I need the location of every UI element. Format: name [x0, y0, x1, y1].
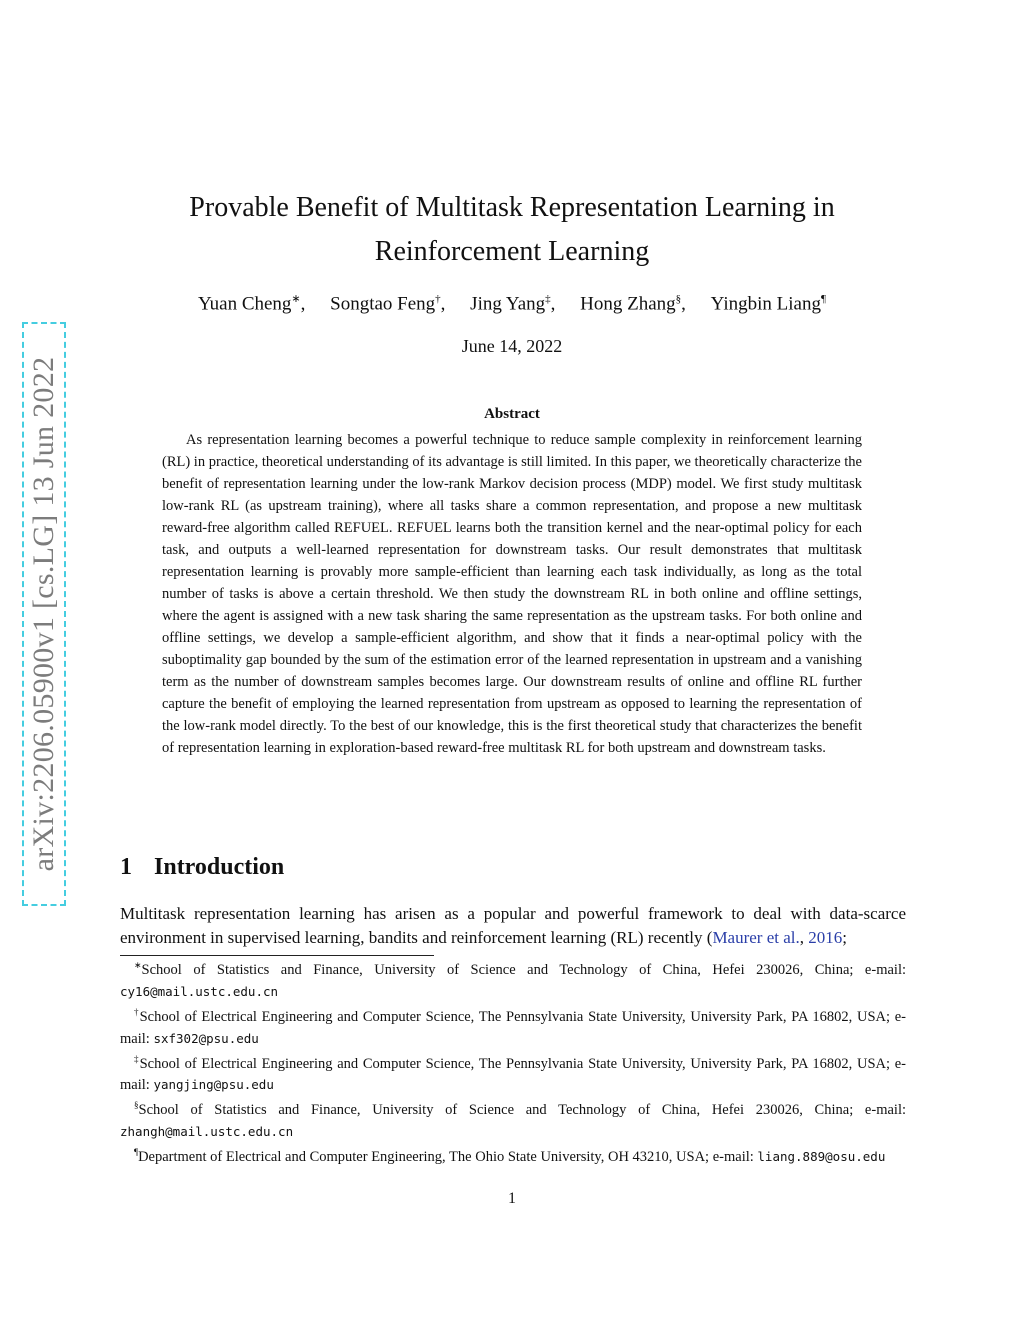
- footnote-mark: ‡: [134, 1053, 140, 1064]
- title-line-1: Provable Benefit of Multitask Representation Learning in: [189, 192, 835, 223]
- page-number: 1: [508, 1190, 516, 1207]
- author: [198, 292, 305, 315]
- abstract-heading: Abstract: [484, 406, 540, 422]
- author-separator: ,: [681, 293, 686, 315]
- footnote-email: zhangh@mail.ustc.edu.cn: [120, 1124, 294, 1140]
- footnote-text: School of Statistics and Finance, University of Science and Technology of China, Hefei 230026, China; e-mail:: [138, 1102, 906, 1119]
- citation-year-link[interactable]: 2016: [808, 928, 843, 947]
- footnote-text: School of Statistics and Finance, University of Science and Technology of China, Hefei 230026, China; e-mail:: [141, 961, 906, 978]
- author: [711, 293, 826, 315]
- footnote-text: School of Electrical Engineering and Computer Science, The Pennsylvania State University, University Park, PA 16802, USA; e-mail:: [120, 1008, 906, 1047]
- footnote: [120, 1049, 906, 1097]
- publication-date: June 14, 2022: [461, 336, 563, 356]
- footnote-text: Department of Electrical and Computer Engineering, The Ohio State University, OH 43210, USA; e-mail:: [138, 1149, 758, 1166]
- footnote-text: School of Electrical Engineering and Computer Science, The Pennsylvania State University, University Park, PA 16802, USA; e-mail:: [120, 1055, 906, 1094]
- section-number: 1: [120, 854, 132, 880]
- citation-separator: ,: [799, 928, 809, 947]
- section-title: Introduction: [154, 854, 285, 880]
- footnote-email: cy16@mail.ustc.edu.cn: [120, 983, 279, 999]
- author-separator: ,: [440, 293, 446, 315]
- author-list: [150, 292, 874, 315]
- author-separator: ,: [550, 293, 556, 315]
- footnote: [120, 1142, 906, 1168]
- citation-link[interactable]: Maurer et al.: [712, 928, 800, 947]
- intro-text: Multitask representation learning has arisen as a popular and powerful framework to deal with data-scarce environment in supervised learning, bandits and reinforcement learning (RL) recently (: [120, 904, 906, 947]
- author-name: Hong Zhang: [580, 293, 676, 315]
- intro-tail: ;: [842, 928, 847, 947]
- intro-paragraph: [120, 902, 906, 950]
- author: [470, 293, 555, 315]
- author-mark: ¶: [820, 293, 826, 305]
- footnote-email: yangjing@psu.edu: [153, 1077, 274, 1093]
- author-name: Jing Yang: [470, 293, 546, 315]
- author-mark: ‡: [545, 293, 551, 305]
- author-separator: ,: [300, 293, 306, 315]
- author-name: Yuan Cheng: [198, 293, 292, 315]
- section-heading: [120, 854, 620, 881]
- author-mark: §: [675, 293, 682, 305]
- author-name: Yingbin Liang: [710, 293, 821, 315]
- author-mark: †: [435, 293, 441, 305]
- author-mark: ∗: [291, 293, 301, 305]
- author: [580, 293, 686, 315]
- footnote-mark: ∗: [134, 960, 142, 970]
- footnote: [120, 1002, 906, 1050]
- footnote-email: sxf302@psu.edu: [153, 1030, 259, 1046]
- abstract-text: As representation learning becomes a powerful technique to reduce sample complexity in reinforcement learning (RL) in practice, theoretical understanding of its advantage is still limited. In this paper, we theoretically characterize the benefit of representation learning under the low-rank Markov decision process (MDP) model. We first study multitask low-rank RL (as upstream training), where all tasks share a common representation, and propose a new multitask reward-free algorithm called REFUEL. REFUEL learns both the transition kernel and the near-optimal policy for each task, and outputs a well-learned representation for downstream tasks. Our result demonstrates that multitask representation learning is provably more sample-efficient than learning each task individually, as long as the total number of tasks is above a certain threshold. We then study the downstream RL in both online and offline settings, where the agent is assigned with a new task sharing the same representation as the upstream tasks. For both online and offline settings, we develop a sample-efficient algorithm, and show that it finds a near-optimal policy with the suboptimality gap bounded by the sum of the estimation error of the learned representation in upstream and a vanishing term as the number of downstream samples becomes large. Our downstream results of online and offline RL further capture the benefit of employing the learned representation from upstream as opposed to learning the representation of the low-rank model directly. To the best of our knowledge, this is the first theoretical study that characterizes the benefit of representation learning in exploration-based reward-free multitask RL for both upstream and downstream tasks.: [162, 432, 862, 756]
- footnote: [120, 1095, 906, 1143]
- author-name: Songtao Feng: [330, 293, 436, 315]
- title-line-2: Reinforcement Learning: [374, 236, 650, 267]
- footnote-mark: ¶: [134, 1147, 139, 1158]
- author: [330, 293, 445, 315]
- paper-title: [150, 186, 874, 274]
- footnote: [120, 955, 906, 1003]
- footnote-email: liang.889@osu.edu: [757, 1149, 886, 1165]
- arxiv-stamp: [22, 322, 66, 906]
- arxiv-identifier: arXiv:2206.05900v1 [cs.LG] 13 Jun 2022: [27, 356, 60, 872]
- footnotes: [120, 955, 906, 1167]
- footnote-mark: §: [134, 1100, 139, 1111]
- footnote-mark: †: [134, 1006, 140, 1017]
